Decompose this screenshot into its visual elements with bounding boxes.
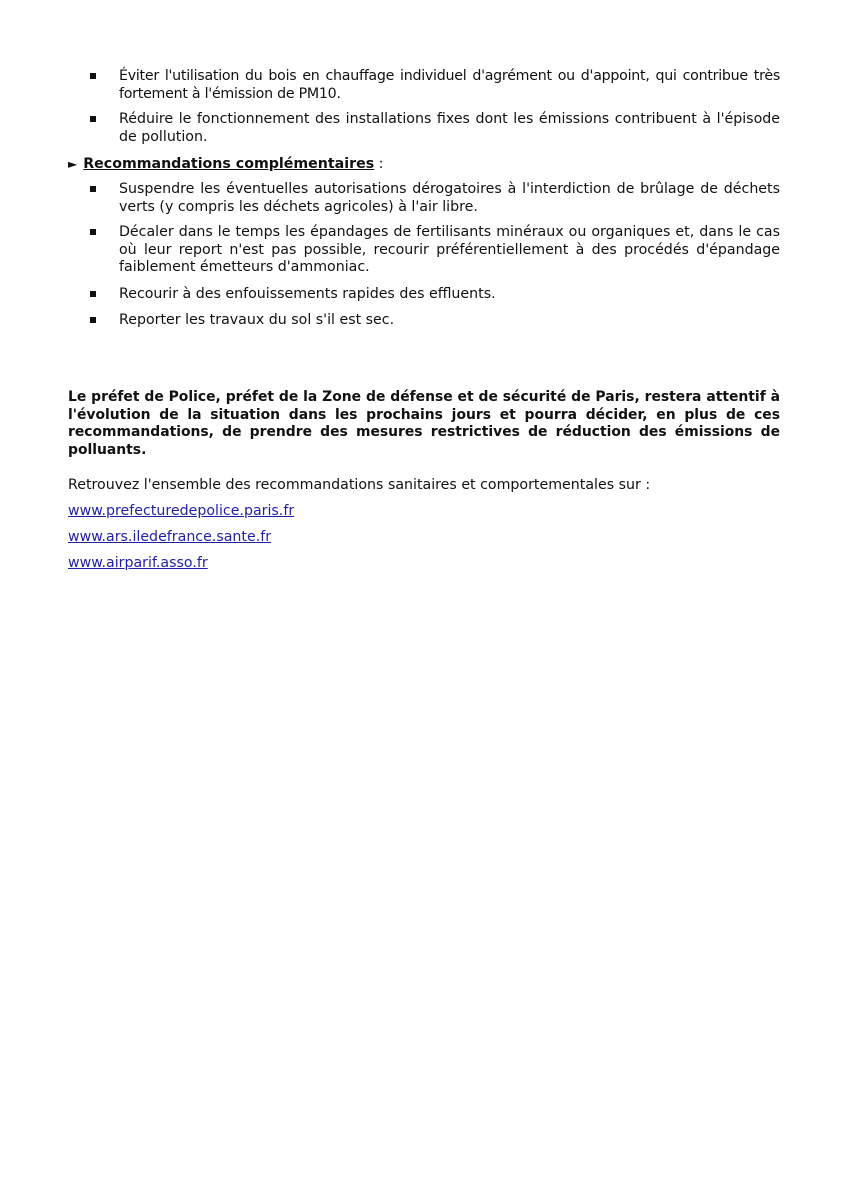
complementary-recommendations-list (68, 181, 780, 330)
list-item-text: Réduire le fonctionnement des installations fixes dont les émissions contribuent à l'épisode de pollution. (119, 111, 780, 145)
list-item-text: Recourir à des enfouissements rapides des effluents. (119, 285, 496, 302)
triangle-arrow-icon: ► (68, 157, 78, 171)
list-item-text: Suspendre les éventuelles autorisations dérogatoires à l'interdiction de brûlage de déchets verts (y compris les déchets agricoles) à l'air libre. (119, 181, 780, 215)
list-item (68, 286, 780, 304)
square-bullet-icon (90, 73, 96, 79)
link-prefecture-police[interactable]: www.prefecturedepolice.paris.fr (68, 503, 295, 519)
square-bullet-icon (90, 116, 96, 122)
emission-reduction-list (68, 68, 780, 146)
link-ars-iledefrance[interactable]: www.ars.iledefrance.sante.fr (68, 529, 272, 545)
find-more-text: Retrouvez l'ensemble des recommandations sanitaires et comportementales sur : (68, 477, 651, 493)
section-title-suffix: : (374, 156, 384, 172)
list-item-text: Reporter les travaux du sol s'il est sec. (119, 312, 395, 328)
list-item (68, 224, 780, 277)
square-bullet-icon (90, 229, 96, 235)
list-item-text: Éviter l'utilisation du bois en chauffage individuel d'agrément ou d'appoint, qui contribue très fortement à l'émission de PM10. (119, 68, 780, 102)
prefect-statement: Le préfet de Police, préfet de la Zone de défense et de sécurité de Paris, restera attentif à l'évolution de la situation dans les prochains jours et pourra décider, en plus de ces recommandations, de prendre des mesures restrictives de réduction des émissions de polluants. (68, 389, 780, 458)
square-bullet-icon (90, 186, 96, 192)
list-item-text: Décaler dans le temps les épandages de fertilisants minéraux ou organiques et, dans le cas où leur report n'est pas possible, recourir préférentiellement à des procédés d'épandage faiblement émetteurs d'ammoniac. (119, 224, 780, 275)
square-bullet-icon (90, 291, 96, 297)
list-item (68, 312, 780, 330)
section-title: Recommandations complémentaires (83, 156, 375, 172)
square-bullet-icon (90, 317, 96, 323)
list-item (68, 68, 780, 103)
list-item (68, 111, 780, 146)
section-heading (68, 156, 383, 174)
list-item (68, 181, 780, 216)
link-airparif[interactable]: www.airparif.asso.fr (68, 555, 208, 571)
